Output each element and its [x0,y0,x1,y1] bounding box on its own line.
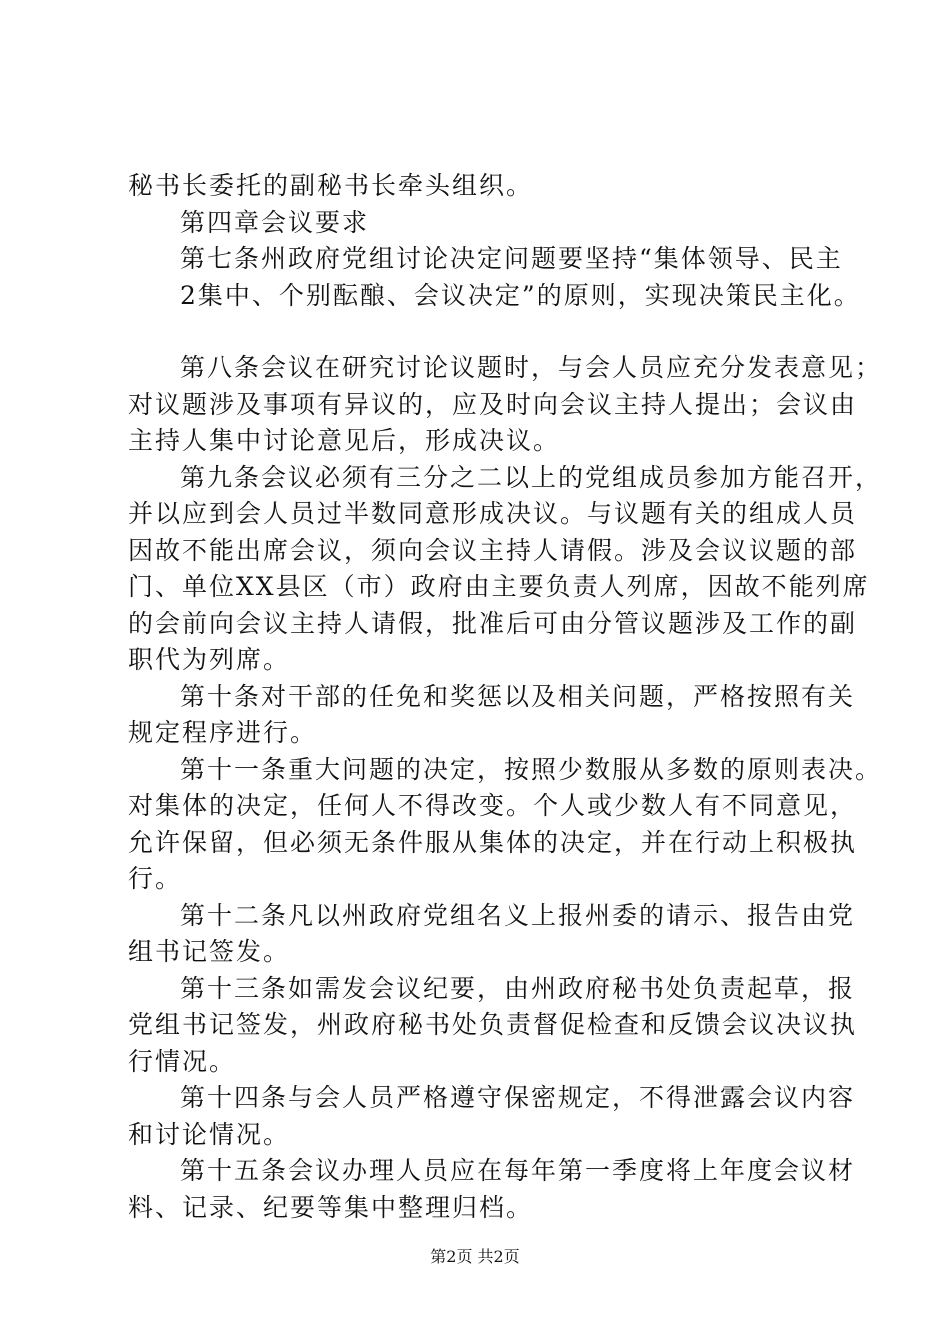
chapter-heading: 第四章会议要求 [180,207,370,237]
text-line: 第九条会议必须有三分之二以上的党组成员参加方能召开， [180,462,883,492]
text-line: 对议题涉及事项有异议的，应及时向会议主持人提出；会议由 [128,389,858,419]
text-line: 第七条州政府党组讨论决定问题要坚持“集体领导、民主 [180,244,843,273]
text-line: 料、记录、纪要等集中整理归档。 [128,1192,534,1222]
text-line: 并以应到会人员过半数同意形成决议。与议题有关的组成人员 [128,499,858,528]
text-line: 门、单位XX县区（市）政府由主要负责人列席，因故不能列席 [128,572,870,601]
text-line: 第十四条与会人员严格遵守保密规定，不得泄露会议内容 [180,1083,856,1112]
text-line: 行。 [128,864,183,893]
text-line: 2集中、个别酝酿、会议决定”的原则，实现决策民主化。 [180,280,861,310]
paragraph-gap [128,314,828,350]
text-line: 行情况。 [128,1046,237,1076]
text-line: 第八条会议在研究讨论议题时，与会人员应充分发表意见； [180,353,883,382]
text-line: 规定程序进行。 [128,718,318,747]
text-line: 组书记签发。 [128,937,291,966]
text-line: 对集体的决定，任何人不得改变。个人或少数人有不同意见， [128,791,858,820]
text-line: 允许保留，但必须无条件服从集体的决定，并在行动上积极执 [128,827,858,857]
document-body [128,168,883,1226]
text-line: 秘书长委托的副秘书长牵头组织。 [128,171,534,200]
text-line: 第十一条重大问题的决定，按照少数服从多数的原则表决。 [180,754,883,784]
text-line: 第十五条会议办理人员应在每年第一季度将上年度会议材 [180,1156,856,1185]
page-footer [0,1244,950,1267]
text-line: 职代为列席。 [128,645,291,674]
text-line: 第十二条凡以州政府党组名义上报州委的请示、报告由党 [180,900,856,930]
text-line: 和讨论情况。 [128,1119,291,1149]
page-number: 第2页 共2页 [430,1247,520,1266]
text-line: 因故不能出席会议，须向会议主持人请假。涉及会议议题的部 [128,535,858,565]
text-line: 的会前向会议主持人请假，批准后可由分管议题涉及工作的副 [128,608,858,638]
text-line: 主持人集中讨论意见后，形成决议。 [128,426,561,455]
text-line: 第十三条如需发会议纪要，由州政府秘书处负责起草，报 [180,973,856,1003]
text-line: 党组书记签发，州政府秘书处负责督促检查和反馈会议决议执 [128,1010,858,1039]
text-line: 第十条对干部的任免和奖惩以及相关问题，严格按照有关 [180,681,856,711]
